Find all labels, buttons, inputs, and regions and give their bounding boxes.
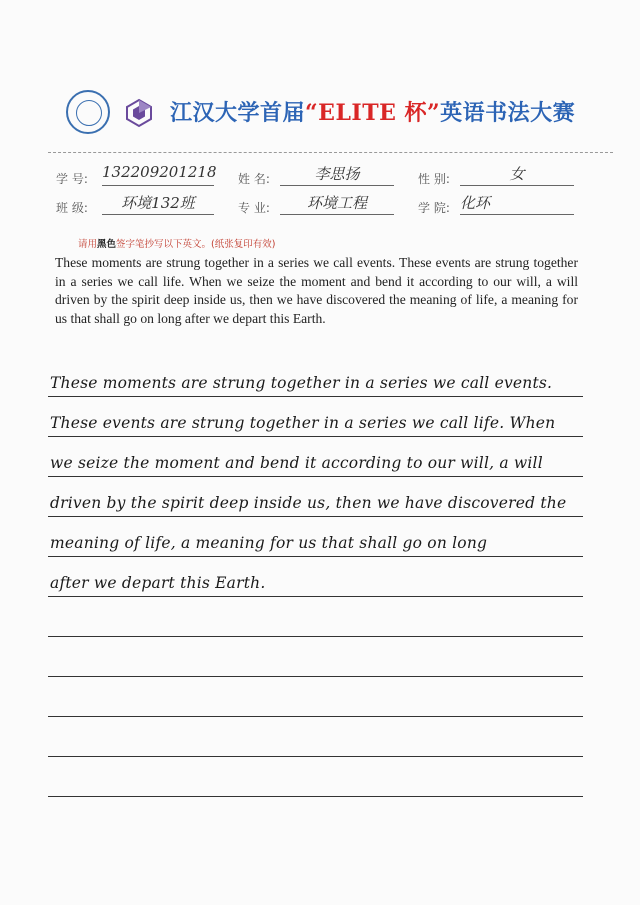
- college-field[interactable]: 化环: [460, 192, 574, 215]
- ruled-line: [48, 396, 583, 397]
- ruled-line: [48, 636, 583, 637]
- ruled-line: [48, 756, 583, 757]
- major-field[interactable]: 环境工程: [280, 192, 394, 215]
- class-field[interactable]: 环境132班: [102, 192, 214, 215]
- ruled-line: [48, 516, 583, 517]
- contest-logo-icon: [124, 98, 154, 128]
- contest-header: [0, 80, 640, 150]
- ruled-line: [48, 556, 583, 557]
- gender-field[interactable]: 女: [460, 163, 574, 186]
- student-id-field[interactable]: 132209201218: [102, 163, 214, 186]
- handwriting-line: meaning of life, a meaning for us that shall go on long: [50, 534, 488, 552]
- ruled-line: [48, 476, 583, 477]
- ruled-line: [48, 716, 583, 717]
- college-label: 学 院:: [418, 201, 450, 215]
- handwriting-line: after we depart this Earth.: [50, 574, 266, 592]
- handwriting-line: driven by the spirit deep inside us, then we have discovered the: [50, 494, 567, 512]
- ruled-line: [48, 596, 583, 597]
- university-seal-icon: [66, 90, 110, 134]
- source-passage: These moments are strung together in a series we call events. These events are strung together in a series we call life. When we seize the moment and bend it according to our will, a will driven by the spirit deep inside us, then we have discovered the meaning of life, a meaning for us that shall go on long after we depart this Earth.: [55, 255, 578, 326]
- major-label: 专 业:: [238, 201, 270, 215]
- name-label: 姓 名:: [238, 172, 270, 186]
- header-divider: [48, 152, 613, 153]
- handwriting-line: These events are strung together in a series we call life. When: [50, 414, 556, 432]
- gender-label: 性 别:: [418, 172, 450, 186]
- handwriting-line: These moments are strung together in a series we call events.: [50, 374, 553, 392]
- ruled-line: [48, 676, 583, 677]
- name-field[interactable]: 李思扬: [280, 163, 394, 186]
- contest-title: 江汉大学首届“ELITE 杯”英语书法大赛: [170, 100, 576, 126]
- class-label: 班 级:: [56, 201, 88, 215]
- ruled-line: [48, 436, 583, 437]
- elite-cup-label: ELITE 杯: [318, 100, 427, 126]
- handwriting-line: we seize the moment and bend it according to our will, a will: [50, 454, 543, 472]
- student-id-label: 学 号:: [56, 172, 88, 186]
- ruled-line: [48, 796, 583, 797]
- instruction-text: 请用黑色签字笔抄写以下英文。(纸张复印有效): [78, 239, 276, 250]
